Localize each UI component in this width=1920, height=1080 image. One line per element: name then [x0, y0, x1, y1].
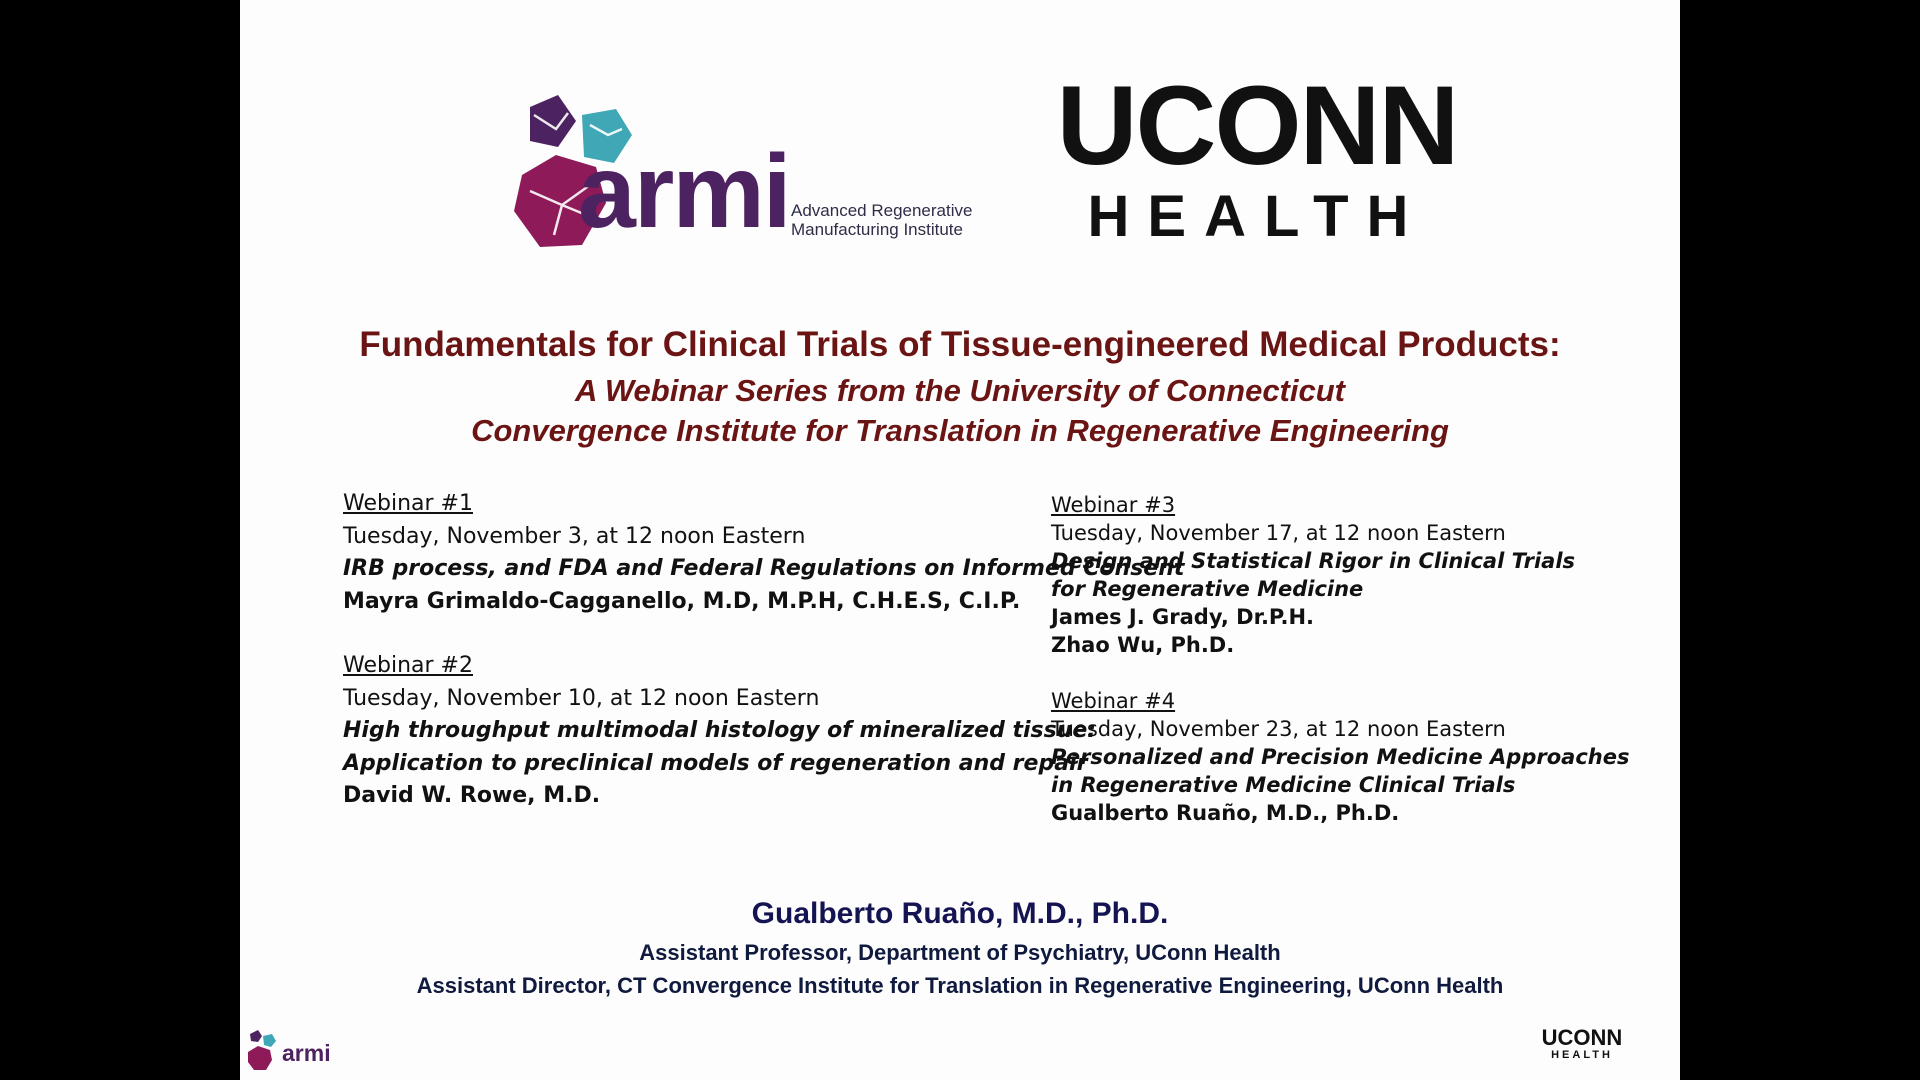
uconn-health-small-wordmark: HEALTH: [1551, 1049, 1613, 1061]
webinar-topic: Personalized and Precision Medicine Approaches: [1051, 745, 1630, 769]
webinar-3: [1051, 491, 1629, 659]
webinar-date: Tuesday, November 17, at 12 noon Eastern: [1051, 521, 1506, 545]
webinar-date: Tuesday, November 3, at 12 noon Eastern: [343, 523, 806, 549]
armi-subtitle-line1: Advanced Regenerative: [791, 201, 973, 220]
presenter-role-1: Assistant Professor, Department of Psychiatry, UConn Health: [639, 940, 1281, 965]
webinar-heading: Webinar #3: [1051, 493, 1176, 517]
webinar-speaker: James J. Grady, Dr.P.H.: [1051, 605, 1315, 629]
armi-small-wordmark: armi: [282, 1040, 331, 1066]
webinar-topic: High throughput multimodal histology of mineralized tissue:: [343, 718, 1097, 743]
uconn-health-wordmark: HEALTH: [1087, 184, 1427, 249]
armi-subtitle-line2: Manufacturing Institute: [791, 220, 963, 239]
webinar-speaker: Mayra Grimaldo-Cagganello, M.D, M.P.H, C.H.E.S, C.I.P.: [343, 588, 1021, 614]
slide: [240, 0, 1680, 1080]
subtitle-line2: Convergence Institute for Translation in Regenerative Engineering: [471, 413, 1449, 448]
webinar-heading: Webinar #4: [1051, 689, 1176, 713]
webinar-speaker: Gualberto Ruaño, M.D., Ph.D.: [1051, 801, 1400, 825]
main-title: Fundamentals for Clinical Trials of Tissue-engineered Medical Products:: [359, 325, 1561, 364]
webinar-date: Tuesday, November 10, at 12 noon Eastern: [343, 685, 820, 711]
armi-wordmark: armi: [578, 134, 790, 250]
webinar-topic: IRB process, and FDA and Federal Regulations on Informed Consent: [343, 556, 1185, 581]
webinar-topic: in Regenerative Medicine Clinical Trials: [1051, 773, 1516, 797]
webinar-speaker: David W. Rowe, M.D.: [343, 783, 601, 808]
presenter-name: Gualberto Ruaño, M.D., Ph.D.: [751, 897, 1169, 930]
uconn-small-wordmark: UCONN: [1541, 1025, 1623, 1050]
webinar-topic: for Regenerative Medicine: [1051, 577, 1364, 601]
webinar-topic: Application to preclinical models of regeneration and repair: [343, 750, 1088, 776]
webinar-column-right: [1051, 491, 1629, 827]
presenter-role-2: Assistant Director, CT Convergence Institute for Translation in Regenerative Engineering, UConn Health: [416, 973, 1504, 998]
webinar-topic: Design and Statistical Rigor in Clinical Trials: [1051, 549, 1576, 573]
webinar-date: Tuesday, November 23, at 12 noon Eastern: [1051, 717, 1506, 741]
webinar-heading: Webinar #2: [343, 653, 473, 678]
webinar-heading: Webinar #1: [343, 491, 473, 516]
webinar-speaker: Zhao Wu, Ph.D.: [1051, 633, 1235, 657]
armi-subtitle: [791, 201, 972, 239]
uconn-wordmark: UCONN: [1056, 63, 1458, 188]
subtitle-line1: A Webinar Series from the University of Connecticut: [575, 373, 1345, 408]
webinar-4: [1051, 687, 1629, 827]
